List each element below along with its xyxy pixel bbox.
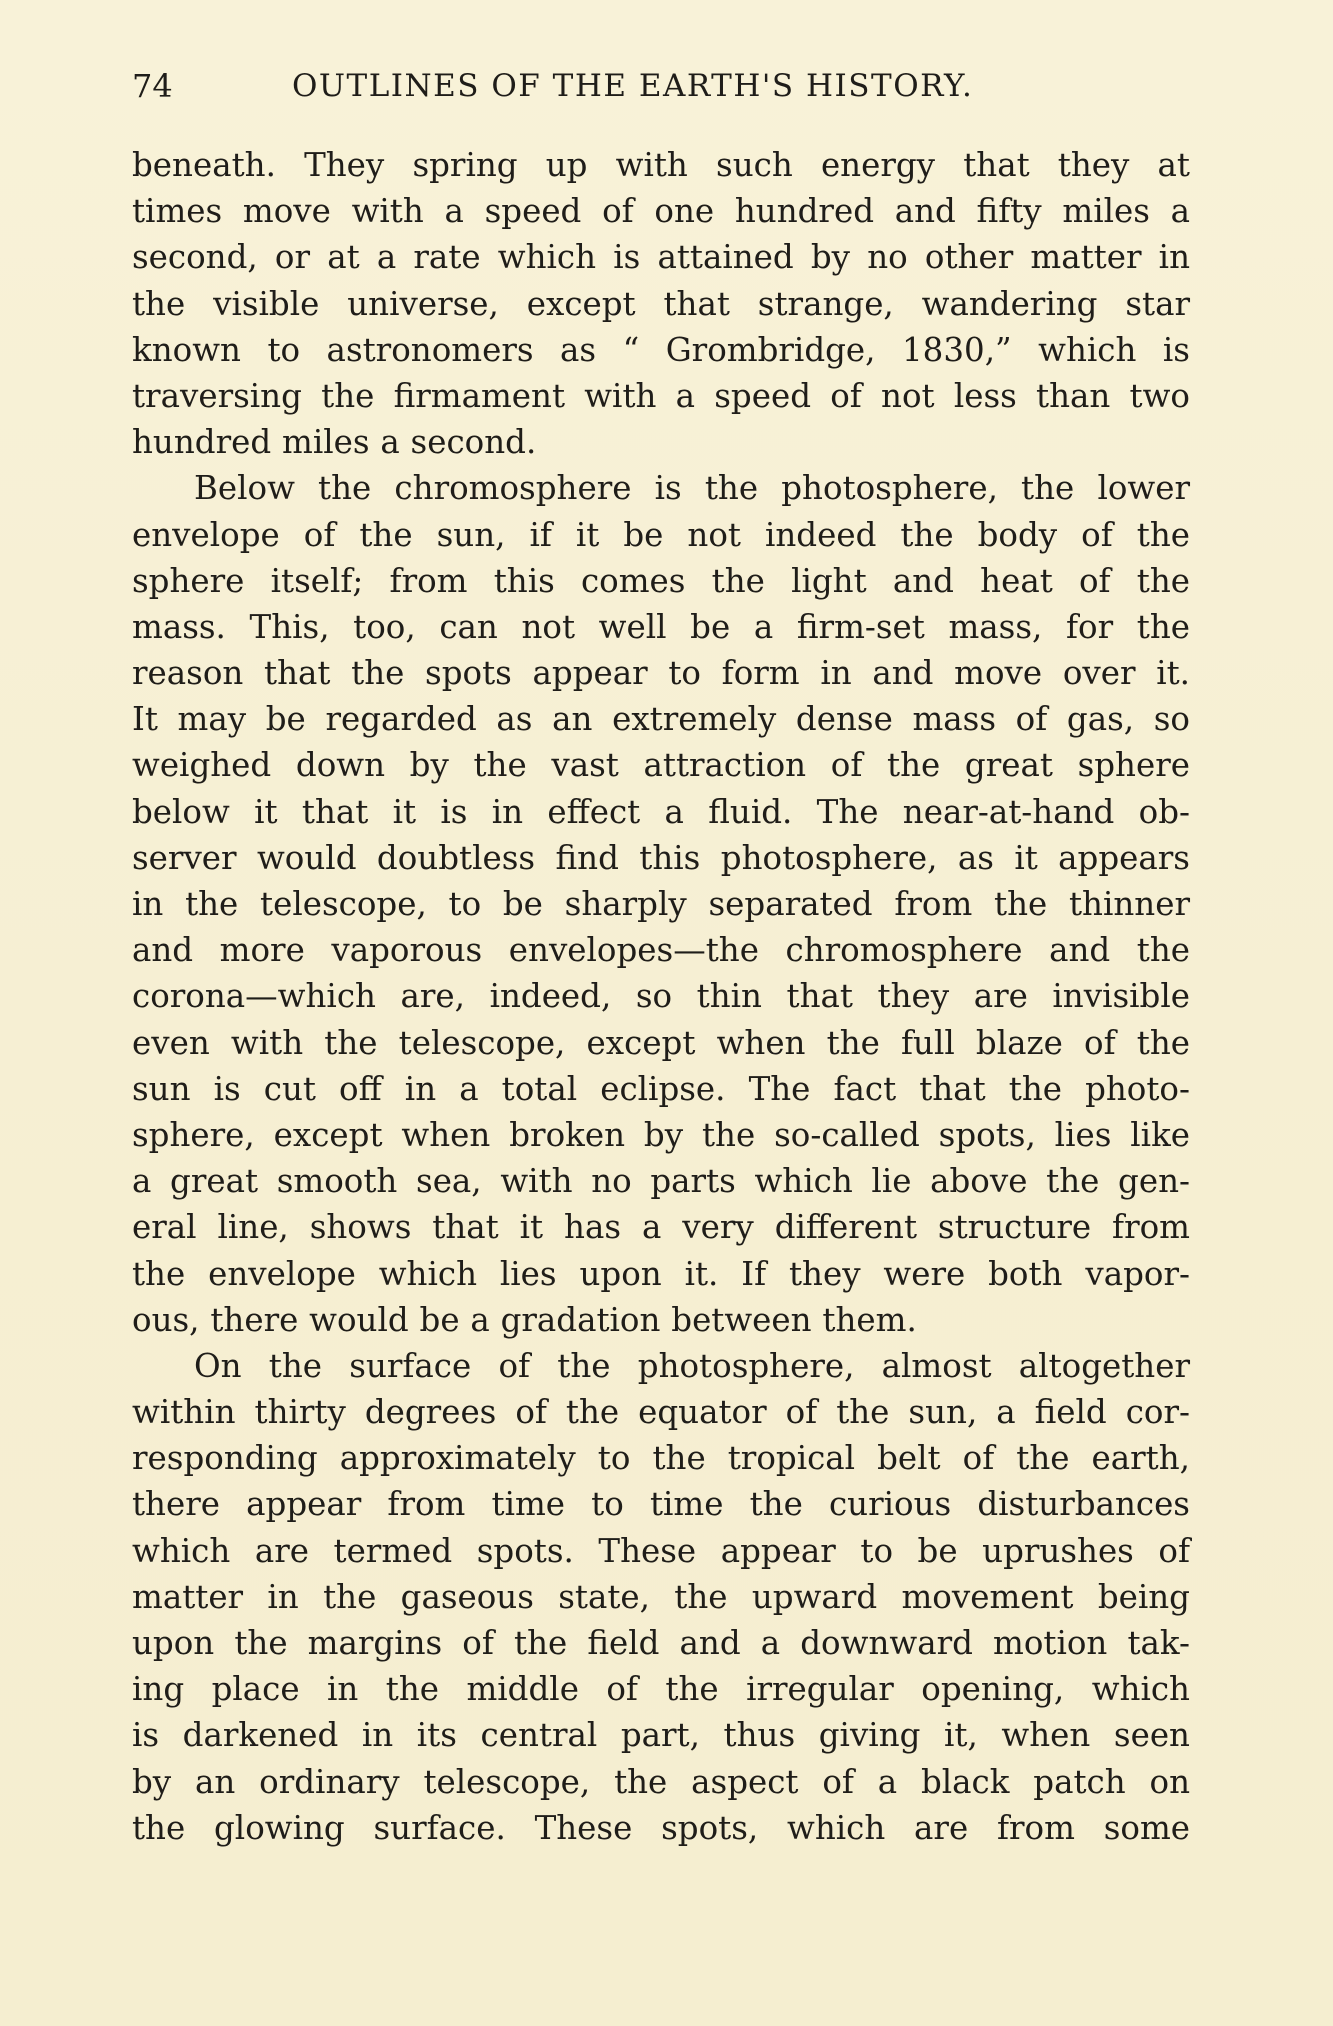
- text-line: eral line, shows that it has a very different structure from: [132, 1208, 1190, 1247]
- text-line: beneath. They spring up with such energy that they at: [132, 146, 1190, 184]
- text-line: ous, there would be a gradation between them.: [132, 1300, 917, 1339]
- paragraph-start-line: Below the chromosphere is the photosphere, the lower: [194, 469, 1190, 508]
- text-line: upon the margins of the field and a downward motion tak-: [132, 1624, 1190, 1662]
- text-line: within thirty degrees of the equator of the sun, a field cor-: [132, 1393, 1190, 1432]
- text-line: times move with a speed of one hundred and fifty miles a: [132, 192, 1190, 231]
- text-line: sphere, except when broken by the so-called spots, lies like: [132, 1115, 1190, 1154]
- text-line: responding approximately to the tropical belt of the earth,: [132, 1439, 1190, 1478]
- text-line: It may be regarded as an extremely dense mass of gas, so: [132, 700, 1190, 739]
- text-line: which are termed spots. These appear to be uprushes of: [132, 1531, 1190, 1570]
- text-line: hundred miles a second.: [132, 423, 537, 462]
- text-line: matter in the gaseous state, the upward movement being: [132, 1577, 1190, 1616]
- text-line: weighed down by the vast attraction of the great sphere: [132, 746, 1190, 785]
- running-title: OUTLINES OF THE EARTH'S HISTORY.: [292, 68, 974, 104]
- text-line: the envelope which lies upon it. If they were both vapor-: [132, 1254, 1190, 1293]
- text-line: reason that the spots appear to form in and move over it.: [132, 654, 1190, 693]
- text-line: server would doubtless find this photosphere, as it appears: [132, 838, 1190, 877]
- text-line: ing place in the middle of the irregular opening, which: [132, 1670, 1190, 1709]
- text-line: by an ordinary telescope, the aspect of a black patch on: [132, 1762, 1190, 1801]
- text-line: traversing the firmament with a speed of not less than two: [132, 376, 1190, 415]
- page-header: [132, 62, 1192, 110]
- text-line: second, or at a rate which is attained by no other matter in: [132, 238, 1190, 277]
- body-text: [132, 142, 1190, 1851]
- text-line: even with the telescope, except when the full blaze of the: [132, 1023, 1190, 1062]
- paragraph-start-line: On the surface of the photosphere, almost altogether: [194, 1346, 1190, 1385]
- text-line: in the telescope, to be sharply separated from the thinner: [132, 885, 1190, 923]
- text-line: sphere itself; from this comes the light and heat of the: [132, 561, 1190, 600]
- text-line: mass. This, too, can not well be a firm-set mass, for the: [132, 607, 1190, 646]
- text-line: below it that it is in effect a fluid. The near-at-hand ob-: [132, 792, 1190, 831]
- text-line: there appear from time to time the curious disturbances: [132, 1485, 1190, 1524]
- text-line: a great smooth sea, with no parts which lie above the gen-: [132, 1162, 1190, 1201]
- text-line: the glowing surface. These spots, which are from some: [132, 1808, 1190, 1847]
- text-line: and more vaporous envelopes—the chromosphere and the: [132, 931, 1190, 970]
- text-line: is darkened in its central part, thus giving it, when seen: [132, 1716, 1190, 1755]
- page-number: 74: [132, 67, 173, 105]
- text-line: sun is cut off in a total eclipse. The fact that the photo-: [132, 1069, 1190, 1108]
- text-line: the visible universe, except that strange, wandering star: [132, 284, 1190, 323]
- text-line: envelope of the sun, if it be not indeed the body of the: [132, 515, 1190, 554]
- text-line: corona—which are, indeed, so thin that they are invisible: [132, 977, 1190, 1016]
- text-line: known to astronomers as “ Grombridge, 1830,” which is: [132, 330, 1190, 369]
